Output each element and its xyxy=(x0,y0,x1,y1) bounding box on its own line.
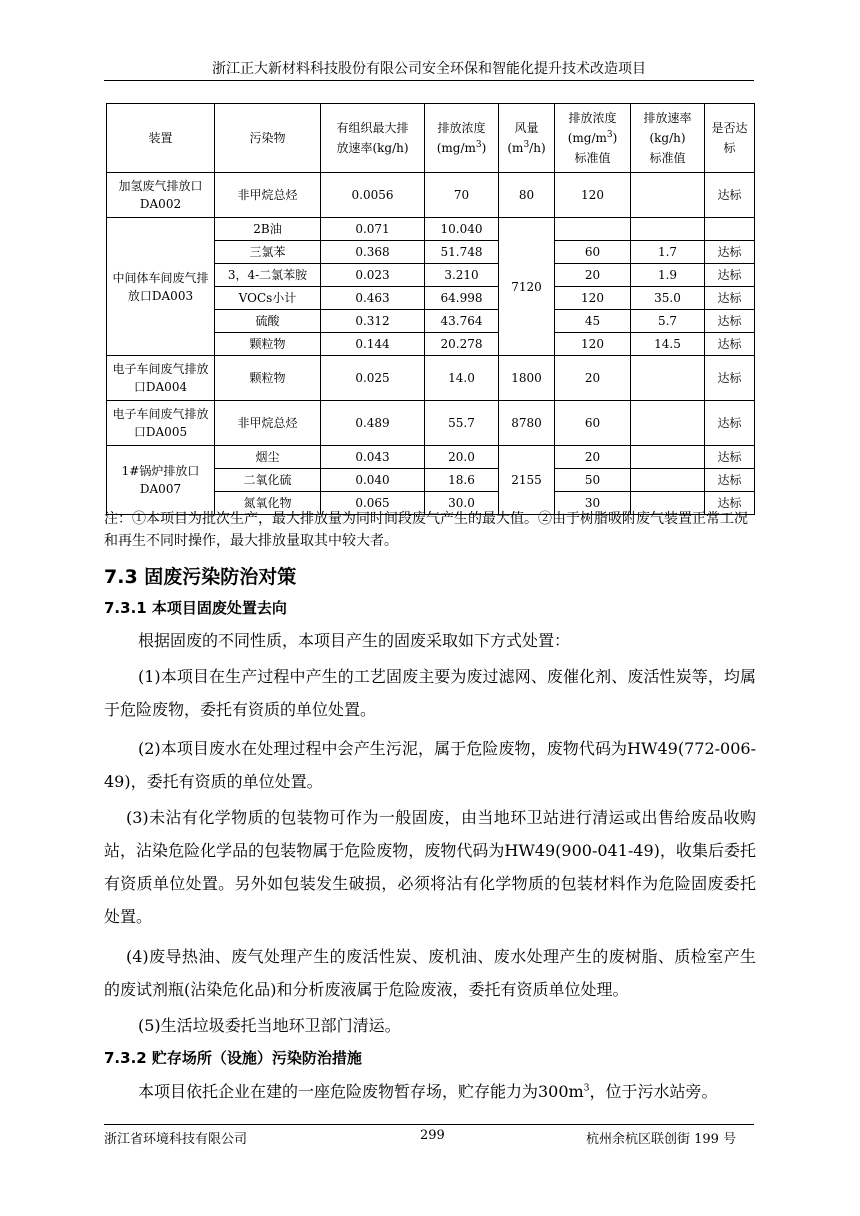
air-cell: 7120 xyxy=(499,218,555,356)
footer-company: 浙江省环境科技有限公司 xyxy=(104,1132,248,1147)
pollutant-cell: 颗粒物 xyxy=(215,333,321,356)
col-air: 风量 $(m^3/h)$ xyxy=(499,104,555,173)
paragraph-2: (2)本项目废水在处理过程中会产生污泥，属于危险废物，废物代码为HW49(772-006-49)，委托有资质的单位处置。 xyxy=(104,739,756,791)
std-rate-cell xyxy=(631,173,705,218)
pollutant-cell: 烟尘 xyxy=(215,446,321,469)
pollutant-cell: 非甲烷总烃 xyxy=(215,401,321,446)
paragraph-3: (3)未沾有化学物质的包装物可作为一般固废，由当地环卫站进行清运或出售给废品收购站，沾染危险化学品的包装物属于危险废物，废物代码为HW49(900-041-49)，收集后委托有资质单位处置。另外如包装发生破损，必须将沾有化学物质的包装材料作为危险固废委托处置。 xyxy=(104,808,756,926)
ok-cell: 达标 xyxy=(705,469,755,492)
conc-cell: 43.764 xyxy=(425,310,499,333)
device-cell: 电子车间废气排放口DA004 xyxy=(107,356,215,401)
std-conc-cell: 20 xyxy=(555,356,631,401)
table-row xyxy=(107,401,755,446)
table-note: 注：①本项目为批次生产，最大排放量为同时间段废气产生的最大值。②由于树脂吸附废气装置正常工况和再生不同时操作，最大排放量取其中较大者。 xyxy=(104,511,748,549)
pollutant-cell: 3，4-二氯苯胺 xyxy=(215,264,321,287)
page-header: 浙江正大新材料科技股份有限公司安全环保和智能化提升技术改造项目 xyxy=(212,61,646,77)
col-device: 装置 xyxy=(107,104,215,173)
section-heading: 7.3 固废污染防治对策 xyxy=(104,566,297,588)
rate-cell: 0.312 xyxy=(321,310,425,333)
ok-cell: 达标 xyxy=(705,264,755,287)
col-max-rate: 有组织最大排 放速率(kg/h) xyxy=(321,104,425,173)
std-conc-cell: 45 xyxy=(555,310,631,333)
std-rate-cell: 14.5 xyxy=(631,333,705,356)
table-header-row xyxy=(107,104,755,173)
pollutant-cell: VOCs小计 xyxy=(215,287,321,310)
paragraph-0: 根据固废的不同性质，本项目产生的固废采取如下方式处置： xyxy=(138,631,571,650)
ok-cell: 达标 xyxy=(705,287,755,310)
ok-cell: 达标 xyxy=(705,333,755,356)
pollutant-cell: 三氯苯 xyxy=(215,241,321,264)
paragraph-4: (4)废导热油、废气处理产生的废活性炭、废机油、废水处理产生的废树脂、质检室产生的废试剂瓶(沾染危化品)和分析废液属于危险废液，委托有资质单位处理。 xyxy=(104,947,756,999)
ok-cell: 达标 xyxy=(705,492,755,515)
pollutant-cell: 非甲烷总烃 xyxy=(215,173,321,218)
std-rate-cell: 5.7 xyxy=(631,310,705,333)
subsection-heading-1: 7.3.1 本项目固废处置去向 xyxy=(104,599,287,617)
table-row xyxy=(107,218,755,241)
device-cell: 电子车间废气排放口DA005 xyxy=(107,401,215,446)
rate-cell: 0.071 xyxy=(321,218,425,241)
std-rate-cell xyxy=(631,469,705,492)
rate-cell: 0.0056 xyxy=(321,173,425,218)
std-rate-cell: 35.0 xyxy=(631,287,705,310)
table-row xyxy=(107,356,755,401)
pollutant-cell: 二氧化硫 xyxy=(215,469,321,492)
footer-rule xyxy=(104,1124,754,1125)
air-cell: 80 xyxy=(499,173,555,218)
rate-cell: 0.489 xyxy=(321,401,425,446)
conc-cell: 70 xyxy=(425,173,499,218)
page-number: 299 xyxy=(420,1128,445,1143)
conc-cell: 18.6 xyxy=(425,469,499,492)
air-cell: 1800 xyxy=(499,356,555,401)
ok-cell xyxy=(705,218,755,241)
pollutant-cell: 2B油 xyxy=(215,218,321,241)
air-cell: 8780 xyxy=(499,401,555,446)
paragraph-1: (1)本项目在生产过程中产生的工艺固废主要为废过滤网、废催化剂、废活性炭等，均属于危险废物，委托有资质的单位处置。 xyxy=(104,667,756,719)
subsection-heading-2: 7.3.2 贮存场所（设施）污染防治措施 xyxy=(104,1049,362,1067)
rate-cell: 0.065 xyxy=(321,492,425,515)
rate-cell: 0.043 xyxy=(321,446,425,469)
table-row xyxy=(107,446,755,469)
device-cell: 1#锅炉排放口DA007 xyxy=(107,446,215,515)
ok-cell: 达标 xyxy=(705,310,755,333)
rate-cell: 0.025 xyxy=(321,356,425,401)
std-rate-cell xyxy=(631,446,705,469)
emission-table xyxy=(106,103,755,515)
std-conc-cell: 120 xyxy=(555,333,631,356)
ok-cell: 达标 xyxy=(705,173,755,218)
footer-address: 杭州余杭区联创街 199 号 xyxy=(586,1132,737,1147)
rate-cell: 0.463 xyxy=(321,287,425,310)
device-cell: 中间体车间废气排放口DA003 xyxy=(107,218,215,356)
conc-cell: 55.7 xyxy=(425,401,499,446)
conc-cell: 20.278 xyxy=(425,333,499,356)
std-conc-cell: 120 xyxy=(555,173,631,218)
std-rate-cell xyxy=(631,401,705,446)
std-rate-cell: 1.7 xyxy=(631,241,705,264)
std-conc-cell: 120 xyxy=(555,287,631,310)
std-conc-cell: 30 xyxy=(555,492,631,515)
std-conc-cell: 20 xyxy=(555,264,631,287)
std-rate-cell xyxy=(631,218,705,241)
paragraph-6: 本项目依托企业在建的一座危险废物暂存场，贮存能力为$300m^3$，位于污水站旁。 xyxy=(138,1082,718,1101)
rate-cell: 0.023 xyxy=(321,264,425,287)
conc-cell: 64.998 xyxy=(425,287,499,310)
ok-cell: 达标 xyxy=(705,446,755,469)
col-std-conc: 排放浓度 $(mg/m^3)$ 标准值 xyxy=(555,104,631,173)
std-conc-cell: 60 xyxy=(555,401,631,446)
ok-cell: 达标 xyxy=(705,356,755,401)
col-pollutant: 污染物 xyxy=(215,104,321,173)
std-rate-cell xyxy=(631,356,705,401)
rate-cell: 0.040 xyxy=(321,469,425,492)
conc-cell: 20.0 xyxy=(425,446,499,469)
col-std-rate: 排放速率 (kg/h) 标准值 xyxy=(631,104,705,173)
pollutant-cell: 颗粒物 xyxy=(215,356,321,401)
table-row xyxy=(107,173,755,218)
conc-cell: 3.210 xyxy=(425,264,499,287)
conc-cell: 30.0 xyxy=(425,492,499,515)
air-cell: 2155 xyxy=(499,446,555,515)
std-conc-cell: 20 xyxy=(555,446,631,469)
conc-cell: 10.040 xyxy=(425,218,499,241)
ok-cell: 达标 xyxy=(705,241,755,264)
col-conc: 排放浓度 $(mg/m^3)$ xyxy=(425,104,499,173)
pollutant-cell: 氮氧化物 xyxy=(215,492,321,515)
col-ok: 是否达 标 xyxy=(705,104,755,173)
std-conc-cell: 60 xyxy=(555,241,631,264)
conc-cell: 51.748 xyxy=(425,241,499,264)
rate-cell: 0.144 xyxy=(321,333,425,356)
std-conc-cell xyxy=(555,218,631,241)
device-cell: 加氢废气排放口DA002 xyxy=(107,173,215,218)
rate-cell: 0.368 xyxy=(321,241,425,264)
ok-cell: 达标 xyxy=(705,401,755,446)
std-conc-cell: 50 xyxy=(555,469,631,492)
std-rate-cell: 1.9 xyxy=(631,264,705,287)
conc-cell: 14.0 xyxy=(425,356,499,401)
header-rule xyxy=(104,80,754,81)
paragraph-5: (5)生活垃圾委托当地环卫部门清运。 xyxy=(138,1016,401,1035)
pollutant-cell: 硫酸 xyxy=(215,310,321,333)
